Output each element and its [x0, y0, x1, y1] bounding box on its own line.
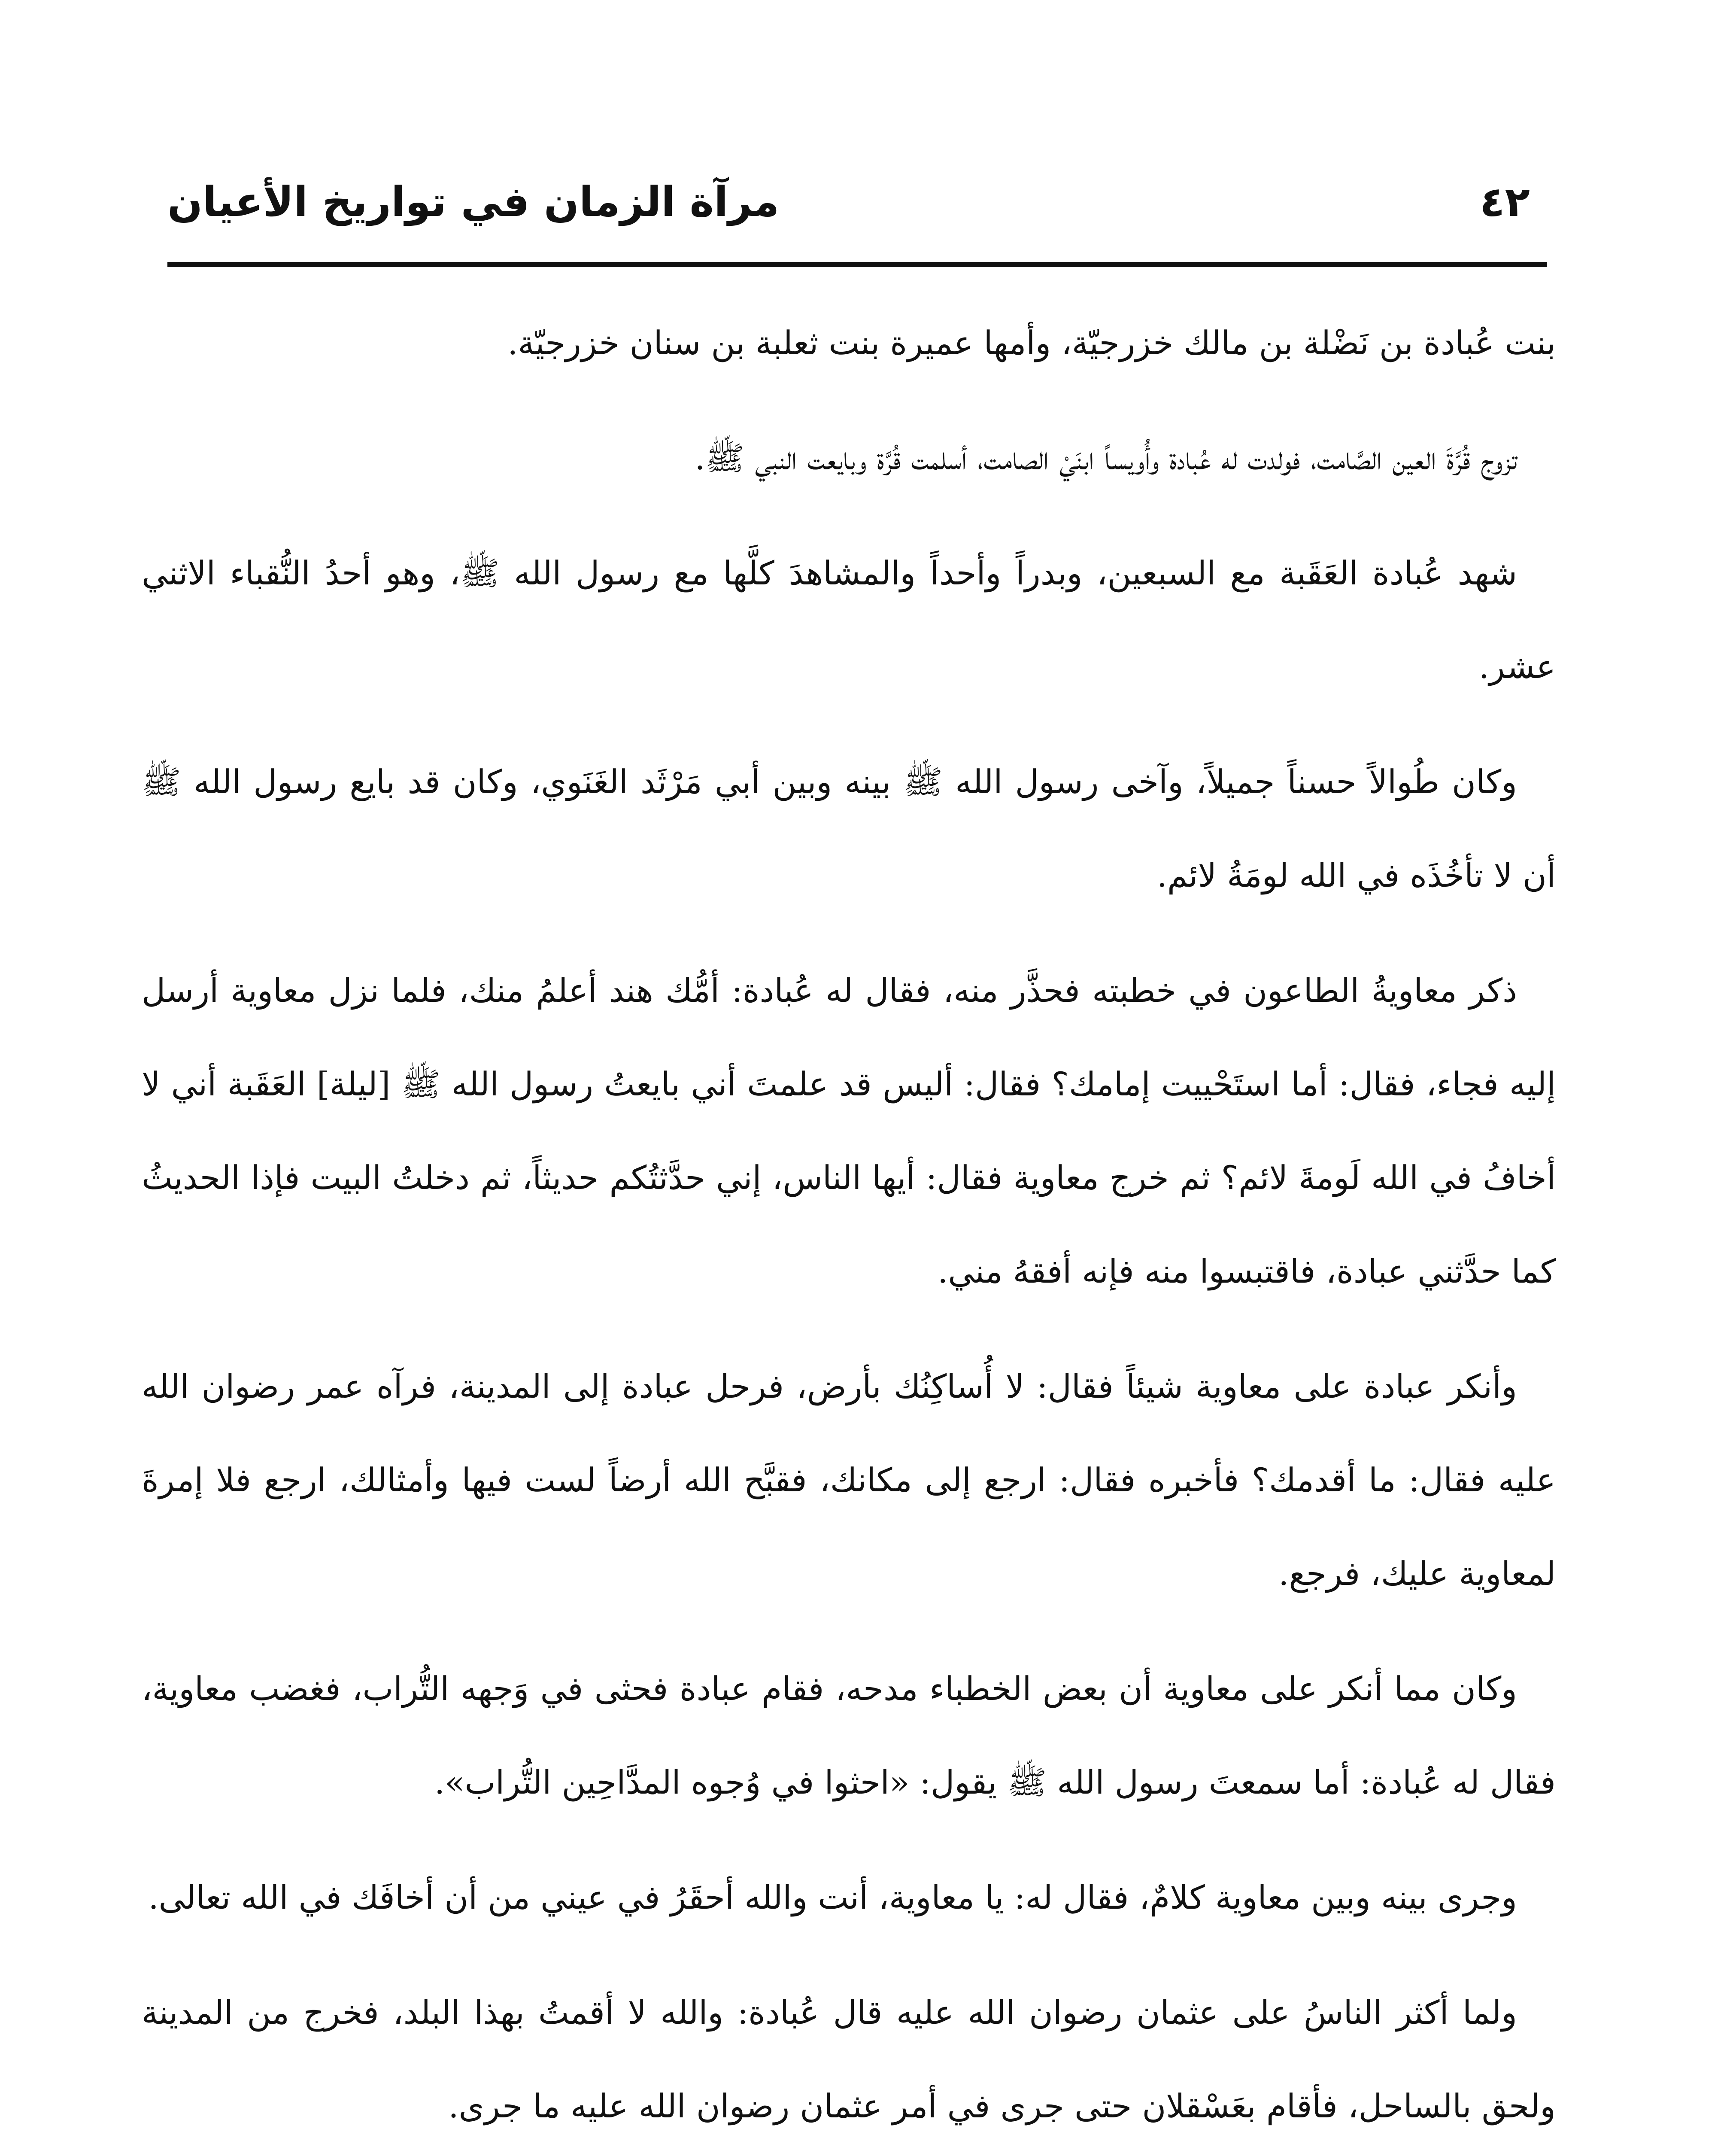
paragraph: وكان طُوالاً حسناً جميلاً، وآخى رسول الله ﷺ بينه وبين أبي مَرْثَد الغَنَوي، وكان قد بايع رسول الله ﷺ أن لا تأخُذَه في الله لومَةُ لائم.: [142, 763, 1556, 894]
paragraph: وكان مما أنكر على معاوية أن بعض الخطباء مدحه، فقام عبادة فحثى في وَجهه التُّراب، فغضب معاوية، فقال له عُبادة: أما سمعتَ رسول الله ﷺ يقول: «احثوا في وُجوه المدَّاحِين التُّراب».: [142, 1670, 1556, 1801]
paragraph: وأنكر عبادة على معاوية شيئاً فقال: لا أُساكِنُك بأرض، فرحل عبادة إلى المدينة، فرآه عمر رضوان الله عليه فقال: ما أقدمك؟ فأخبره فقال: ارجع إلى مكانك، فقبَّح الله أرضاً لست فيها وأمثالك، ارجع فلا إمرةَ لمعاوية عليك، فرجع.: [142, 1367, 1556, 1593]
page-number: ٤٢: [1479, 178, 1530, 226]
paragraph: ولما أكثر الناسُ على عثمان رضوان الله عليه قال عُبادة: والله لا أقمتُ بهذا البلد، فخرج من المدينة ولحق بالساحل، فأقام بعَسْقلان حتى جرى في أمر عثمان رضوان الله عليه ما جرى.: [142, 1993, 1556, 2125]
paragraph: بنت عُبادة بن نَضْلة بن مالك خزرجيّة، وأمها عميرة بنت ثعلبة بن سنان خزرجيّة.: [507, 324, 1556, 362]
paragraph: شهد عُبادة العَقَبة مع السبعين، وبدراً وأحداً والمشاهدَ كلَّها مع رسول الله ﷺ، وهو أحدُ النُّقباء الاثني عشر.: [142, 554, 1556, 686]
running-title: مرآة الزمان في تواريخ الأعيان: [167, 178, 780, 226]
paragraph: وجرى بينه وبين معاوية كلامٌ، فقال له: يا معاوية، أنت والله أحقَرُ في عيني من أن أخافَك في الله تعالى.: [148, 1878, 1517, 1916]
page-header: [167, 142, 1530, 262]
header-divider: [167, 262, 1547, 267]
body-text: [142, 296, 1556, 2147]
paragraph: ذكر معاويةُ الطاعون في خطبته فحذَّر منه، فقال له عُبادة: أمُّك هند أعلمُ منك، فلما نزل معاوية أرسل إليه فجاء، فقال: أما استَحْييت إمامك؟ فقال: أليس قد علمتَ أني بايعتُ رسول الله ﷺ [ليلة] العَقَبة أني لا أخافُ في الله لَومةَ لائم؟ ثم خرج معاوية فقال: أيها الناس، إني حدَّثتُكم حديثاً، ثم دخلتُ البيت فإذا الحديثُ كما حدَّثني عبادة، فاقتبسوا منه فإنه أفقهُ مني.: [142, 971, 1556, 1290]
paragraph: تزوج قُرَّةَ العين الصَّامت، فولدت له عُبادة وأُويساً ابنَيْ الصامت، أسلمت قُرَّة وبايعت النبي ﷺ.: [695, 439, 1517, 477]
